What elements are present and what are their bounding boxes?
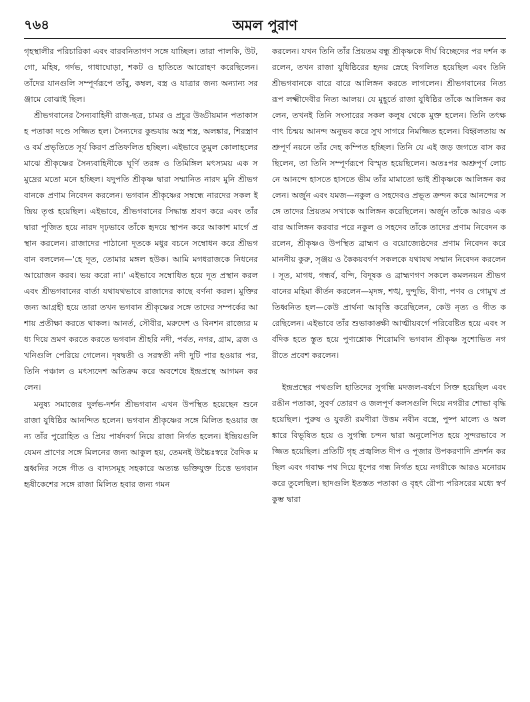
paragraph: মনুষ্য সমাজের দুর্লভ-দর্শন শ্রীভগবান এখন উপস্থিত হয়েছেন শুনে রাজা যুধিষ্ঠির আনন্দিত হলেন। ভগবান শ্রীকৃষ্ণের সঙ্গে মিলিত হওয়ার জন্য তাঁর পুরোহিত ও প্রিয় পার্ষদবর্গ নিয়ে রাজা নির্গত হলেন। ইন্দ্রিয়গুলি যেমন প্রাণের সঙ্গে মিলনের জন্য আকুল হয়, তেমনই উচ্চৈঃস্বরে বৈদিক মন্ত্রধ্বনির সঙ্গে গীত ও বাদ্যসমূহ সহকারে অত্যন্ত ভক্তিযুক্ত চিত্তে ভগবান হৃষীকেশের সঙ্গে রাজা মিলিত হবার জন্য গমন: [24, 399, 258, 489]
page-header: [24, 14, 506, 36]
paragraph: ইন্দ্রপ্রস্থের পথগুলি হাতিদের সুগন্ধি মদজল-বর্ষণে সিক্ত হয়েছিল এবং রঙীন পতাকা, সুবর্ণ তোরণ ও জলপূর্ণ কলসগুলি দিয়ে নগরীর শোভা বৃদ্ধি হয়েছিল। পুরুষ ও যুবতী রমণীরা উত্তম নবীন বস্ত্রে, পুষ্প মাল্যে ও অলঙ্কারে বিভূষিত হয়ে ও সুগন্ধি চন্দন দ্বারা অনুলেপিত হয়ে সুন্দরভাবে সজ্জিত হয়েছিল। প্রতিটি গৃহ প্রজ্বলিত দীপ ও পূজার উপকরণাদি প্রদর্শন করছিল এবং গবাক্ষ পথ দিয়ে ধূপের গন্ধ নির্গত হয়ে নগরীকে আরও মনোরম করে তুলেছিল। ছাদগুলি ইতস্তত পতাকা ও বৃহৎ রৌপ্য পরিসরের মধ্যে স্বর্ণকুম্ভ দ্বারা: [272, 382, 506, 504]
running-title: অমল পুরাণ: [232, 18, 298, 34]
paragraph: করলেন। যখন তিনি তাঁর প্রিয়তম বন্ধু শ্রীকৃষ্ণকে দীর্ঘ বিচ্ছেদের পর দর্শন করলেন, তখন রাজা যুধিষ্ঠিরের হৃদয় স্নেহে বিগলিত হয়েছিল এবং তিনি শ্রীভগবানকে বারে বারে আলিঙ্গন করতে লাগলেন। শ্রীভগবানের নিত্য রূপ লক্ষ্মীদেবীর নিত্য আলয়। যে মুহূর্তে রাজা যুধিষ্ঠির তাঁকে আলিঙ্গন করলেন, তখনই তিনি সংসারের সকল কলুষ থেকে মুক্ত হলেন। তিনি তৎক্ষণাৎ চিন্ময় আনন্দ অনুভব করে সুখ সাগরে নিমজ্জিত হলেন। বিহ্বলতায় অশ্রুপূর্ণ নয়নে তাঁর দেহ কম্পিত হচ্ছিল। তিনি যে এই জড় জগতে বাস করছিলেন, তা তিনি সম্পূর্ণরূপে বিস্মৃত হয়েছিলেন। অতঃপর অশ্রুপূর্ণ লোচনে আনন্দে হাসতে হাসতে ভীম তাঁর মামাতো ভাই শ্রীকৃষ্ণকে আলিঙ্গন করলেন। অর্জুন এবং যমজ—নকুল ও সহদেবও প্রভূত ক্রন্দন করে আনন্দের সঙ্গে তাদের প্রিয়তম সখাকে আলিঙ্গন করেছিলেন। অর্জুন তাঁকে আরও একবার আলিঙ্গন করবার পরে নকুল ও সহদেব তাঁকে তাদের প্রণাম নিবেদন করলেন, শ্রীকৃষ্ণও উপস্থিত ব্রাহ্মণ ও বয়োজ্যেষ্ঠদের প্রণাম নিবেদন করে মাননীয় কুরু, সৃঞ্জয় ও কৈকয়বর্গণ সকলকে যথাযথ সম্মান নিবেদন করলেন। সূত, মাগধ, গন্ধর্ব, বন্দি, বিদূষক ও ব্রাহ্মণগণ সকলে কমলনয়ন শ্রীভগবানের মহিমা কীর্তন করলেন—মৃদঙ্গ, শঙ্খ, দুন্দুভি, বীণা, পণব ও গোমুখ প্রতিধ্বনিত হল—কেউ প্রার্থনা আবৃত্তি করেছিলেন, কেউ নৃত্য ও গীত করেছিলেন। এইভাবে তাঁর শুভাকাঙ্ক্ষী আত্মীয়বর্গে পরিবেষ্টিত হয়ে এবং সর্বদিক হতে স্তুত হয়ে পুণ্যশ্লোক শিরোমণি ভগবান শ্রীকৃষ্ণ সুশোভিত নগরীতে প্রবেশ করলেন।: [272, 46, 506, 360]
paragraph: গৃহস্থালীর পরিচারিকা এবং বারবনিতাগণ সঙ্গে যাচ্ছিল। তারা পালকি, উট, গো, মহিষ, গর্দভ, গাধাঘোড়া, শকট ও হাতিতে আরোহণ করেছিলেন। তাঁদের যানগুলি সম্পূর্ণরূপে তাঁবু, কম্বল, বস্ত্র ও যাত্রার জন্য অন্যান্য সরঞ্জামে বোঝাই ছিল।: [24, 46, 258, 104]
page-number: ৭৬৪: [24, 18, 50, 33]
text-columns: [24, 43, 506, 695]
header-rule: [24, 38, 506, 39]
right-column: [272, 43, 506, 695]
left-column: [24, 43, 258, 695]
paragraph: শ্রীভগবানের সৈন্যবাহিনী রাজ-ছত্র, চামর ও প্রচুর উড্ডীয়মান পতাকাসহ পতাকা দণ্ডে সজ্জিত হল। সৈন্যদের কুন্ডযায় অস্ত্র শস্ত্র, অলঙ্কার, শিরস্ত্রাণ ও বর্ম প্রভৃতিতে সূর্য কিরণ প্রতিফলিত হচ্ছিল। এইভাবে তুমুল কোলাহলের মাঝে শ্রীকৃষ্ণের সৈন্যবাহিনীকে ঘূর্ণি তরঙ্গ ও তিমিঙ্গিল মৎস্যময় এক সমুদ্রের মতো মনে হচ্ছিল। যদুপতি শ্রীকৃষ্ণ দ্বারা সম্মানিত নারদ মুনি শ্রীভগবানকে প্রণাম নিবেদন করলেন। ভগবান শ্রীকৃষ্ণের সম্বন্ধে নারদের সকল ইন্দ্রিয় তৃপ্ত হয়েছিল। এইভাবে, শ্রীভগবানের সিদ্ধান্ত শ্রবণ করে এবং তাঁর দ্বারা পূজিত হয়ে নারদ দৃঢ়ভাবে তাঁকে হৃদয়ে স্থাপন করে আকাশ মার্গে প্রস্থান করলেন। রাজাদের পাঠানো দূতকে মধুর বচনে সম্বোধন করে শ্রীভগবান বললেন—'হে দূত, তোমার মঙ্গল হউক। আমি মগধরাজকে নিধনের আয়োজন করব। ভয় করো না।' এইভাবে সম্বোধিত হয়ে দূত প্রস্থান করল এবং শ্রীভগবানের বার্তা যথাযথভাবে রাজাদের কাছে বর্ণনা করল। মুক্তির জন্য আগ্রহী হয়ে তারা তখন ভগবান শ্রীকৃষ্ণের সঙ্গে তাদের সম্পর্কের আশায় প্রতীক্ষা করতে থাকল। আনর্ত, সৌবীর, মরুদেশ ও বিনশন রাজ্যের মধ্য দিয়ে ভ্রমণ করতে করতে ভগবান শ্রীহরি নদী, পর্বত, নগর, গ্রাম, ব্রজ ও খনিগুলি পেরিয়ে গেলেন। দৃষদ্বতী ও সরস্বতী নদী দুটি পার হওয়ার পর, তিনি পঞ্চাল ও মৎস্যদেশ অতিক্রম করে অবশেষে ইন্দ্রপ্রস্থে আগমন করলেন।: [24, 110, 258, 392]
